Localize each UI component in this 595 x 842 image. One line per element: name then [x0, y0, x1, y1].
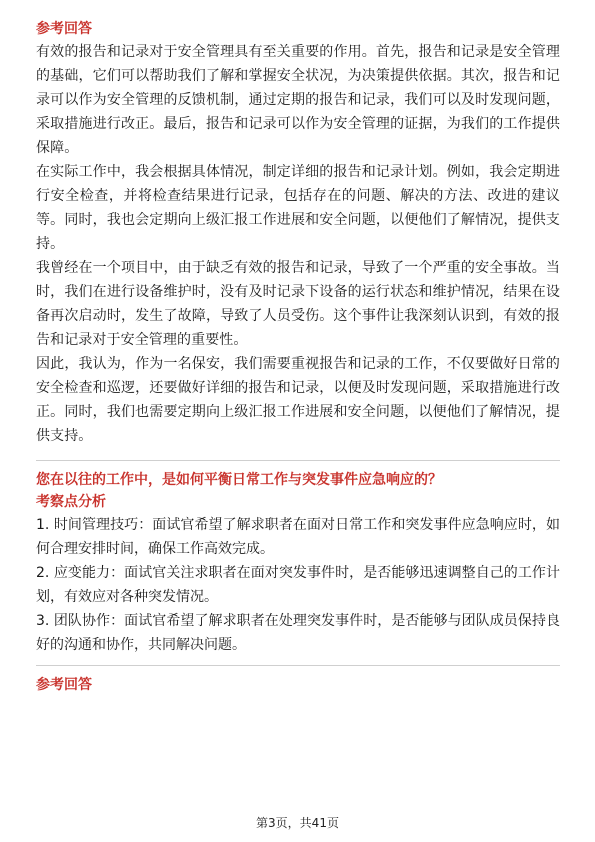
section-divider-2: [36, 665, 560, 666]
analysis-heading: 考察点分析: [36, 494, 106, 510]
answer-paragraph-4: 因此，我认为，作为一名保安，我们需要重视报告和记录的工作，不仅要做好日常的安全检查和巡逻，还要做好详细的报告和记录，以便及时发现问题，采取措施进行改正。同时，我们也需要定期向上级汇报工作进展和安全问题，以便他们了解情况，提供支持。: [36, 356, 560, 444]
answer-paragraph-3: 我曾经在一个项目中，由于缺乏有效的报告和记录，导致了一个严重的安全事故。当时，我们在进行设备维护时，没有及时记录下设备的运行状态和维护情况，结果在设备再次启动时，发生了故障，导致了人员受伤。这个事件让我深刻认识到，有效的报告和记录对于安全管理的重要性。: [36, 260, 560, 348]
answer-paragraph-2: 在实际工作中，我会根据具体情况，制定详细的报告和记录计划。例如，我会定期进行安全检查，并将检查结果进行记录，包括存在的问题、解决的方法、改进的建议等。同时，我也会定期向上级汇报工作进展和安全问题，以便他们了解情况，提供支持。: [36, 164, 560, 252]
reference-answer-heading-2: 参考回答: [36, 677, 92, 693]
analysis-item-2: 2. 应变能力：面试官关注求职者在面对突发事件时，是否能够迅速调整自己的工作计划，有效应对各种突发情况。: [36, 565, 560, 605]
page-number: 第3页，共41页: [256, 816, 339, 830]
reference-answer-heading: 参考回答: [36, 21, 92, 37]
analysis-item-1: 1. 时间管理技巧：面试官希望了解求职者在面对日常工作和突发事件应急响应时，如何合理安排时间，确保工作高效完成。: [36, 517, 560, 557]
question-title: 您在以往的工作中，是如何平衡日常工作与突发事件应急响应的？: [36, 472, 442, 488]
analysis-item-3: 3. 团队协作：面试官希望了解求职者在处理突发事件时，是否能够与团队成员保持良好的沟通和协作，共同解决问题。: [36, 613, 560, 653]
answer-paragraph-1: 有效的报告和记录对于安全管理具有至关重要的作用。首先，报告和记录是安全管理的基础，它们可以帮助我们了解和掌握安全状况，为决策提供依据。其次，报告和记录可以作为安全管理的反馈机制，通过定期的报告和记录，我们可以及时发现问题，采取措施进行改正。最后，报告和记录可以作为安全管理的证据，为我们的工作提供保障。: [36, 44, 560, 156]
section-divider: [36, 460, 560, 461]
document-page: [36, 18, 560, 696]
